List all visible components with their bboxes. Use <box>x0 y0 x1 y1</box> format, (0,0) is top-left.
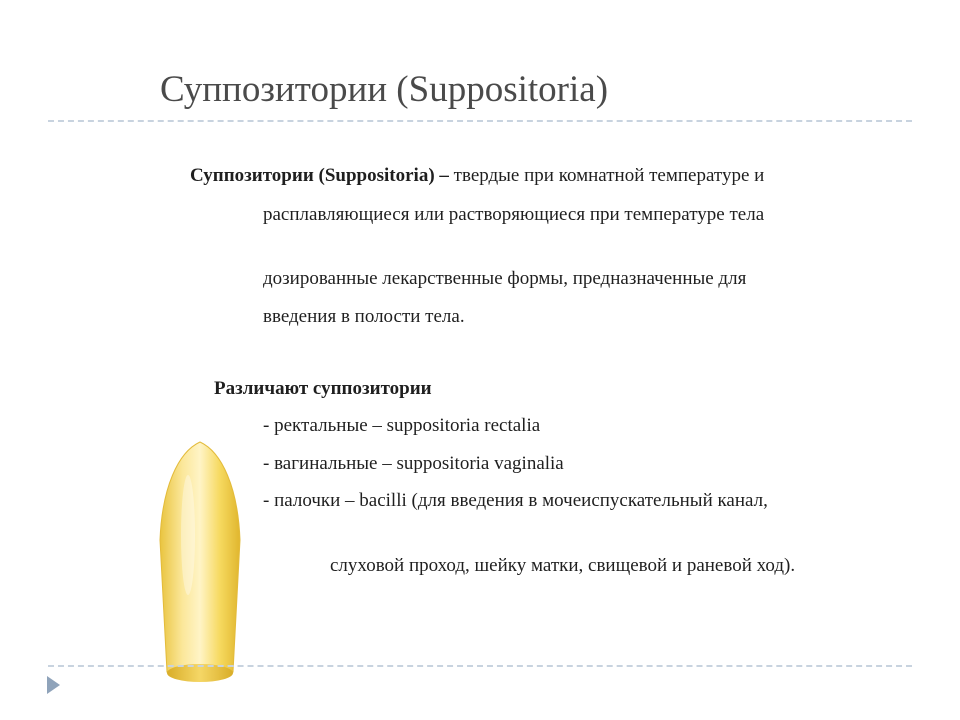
definition-line-4: введения в полости тела. <box>263 306 465 327</box>
types-item-bacilli: - палочки – bacilli (для введения в мочеиспускательный канал, <box>263 490 768 511</box>
types-item-bacilli-continuation: слуховой проход, шейку матки, свищевой и раневой ход). <box>330 555 796 576</box>
types-item-rectal: - ректальные – suppositoria rectalia <box>263 415 541 436</box>
triangle-right-icon[interactable] <box>47 676 60 694</box>
suppository-icon <box>150 440 250 690</box>
slide-title: Суппозитории (Suppositoria) <box>160 69 609 110</box>
definition-line-3: дозированные лекарственные формы, предназначенные для <box>263 268 747 289</box>
footer-divider <box>48 665 912 667</box>
definition-line-1 <box>190 165 764 187</box>
types-item-vaginal: - вагинальные – suppositoria vaginalia <box>263 453 564 474</box>
definition-term: Суппозитории (Suppositoria) – <box>190 165 449 186</box>
types-heading: Различают суппозитории <box>214 378 432 399</box>
definition-line-2: расплавляющиеся или растворяющиеся при температуре тела <box>263 204 765 225</box>
definition-text-1: твердые при комнатной температуре и <box>448 165 765 186</box>
title-divider <box>48 120 912 122</box>
